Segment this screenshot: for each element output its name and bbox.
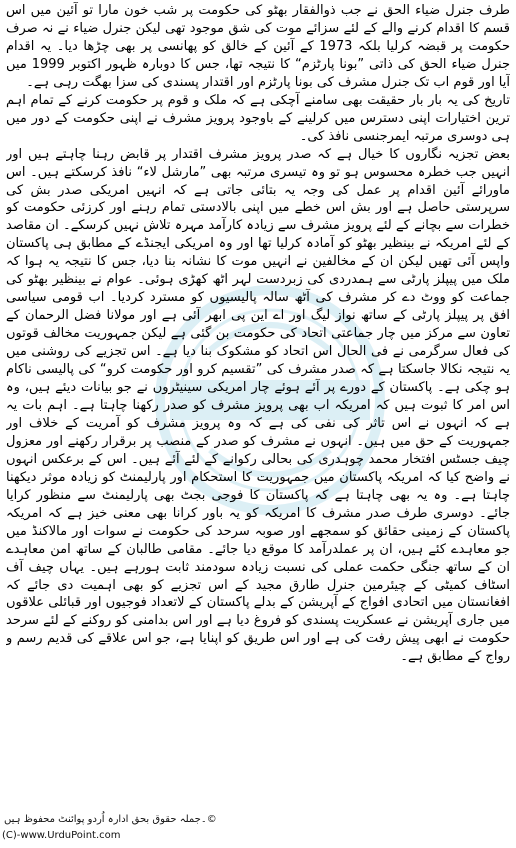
paragraph: تاریخ کی یہ بار بار حقیقت بھی سامنے آچکی ہے کہ ملک و قوم پر حکومت کرنے کے تمام اہم ترین اختیارات اپنی دسترس میں کرلینے کے باوجود پرویز مشرف نے اپنی حکومت کے دور میں ہی دوسری مرتبہ ایمرجنسی نافذ کی۔ <box>6 92 510 144</box>
site-credit-link[interactable]: (C)-www.UrduPoint.com <box>2 830 121 841</box>
article-body <box>6 2 510 810</box>
copyright-notice: ©۔جملہ حقوق بحق ادارہ اُردو پوائنٹ محفوظ ہیں <box>4 814 217 825</box>
paragraph: بعض تجزیہ نگاروں کا خیال ہے کہ صدر پرویز مشرف اقتدار پر قابض رہنا چاہتے ہیں اور انہیں جب خطرہ محسوس ہو تو وہ تیسری مرتبہ بھی ”مارشل لاء“ نافذ کرسکتے ہیں۔ اس ماورائے آئین اقدام پر عمل کی وجہ یہ بتائی جاتی ہے کہ انہیں امریکی صدر بش کی سرپرستی حاصل ہے اور بش اس خطے میں اپنی بالادستی تمام رہنے اور کرزئی حکومت کو خطرات سے بچانے کے لئے پرویز مشرف سے زیادہ کارآمد مہرہ تلاش نہیں کرسکے۔ ان مقاصد کے لئے امریکہ نے بینظیر بھٹو کو آمادہ کرلیا تھا اور وہ امریکی ایجنڈے کے مطابق ہی پاکستان واپس آئی تھیں لیکن ان کے مخالفین نے انہیں موت کا نشانہ بنا دیا، جس کا نتیجہ یہ ہوا کہ ملک میں پیپلز پارٹی سے ہمدردی کی زبردست لہر اٹھ کھڑی ہوئی۔ عوام نے بینظیر بھٹو کی جماعت کو ووٹ دے کر مشرف کی آٹھ سالہ پالیسیوں کو مسترد کردیا۔ اب قومی سیاسی افق پر پیپلز پارٹی کے ساتھ نواز لیگ اور اے این پی ابھر آئی ہے اور مولانا فضل الرحمان کے تعاون سے مرکز میں چار جماعتی اتحاد کی حکومت بن گئی ہے لیکن جمہوریت مخالف قوتوں کی فعال سرگرمی نے فی الحال اس اتحاد کو مشکوک بنا دیا ہے۔ اس تجزیے کی روشنی میں یہ نتیجہ نکالا جاسکتا ہے کہ صدر مشرف کی ”تقسیم کرو اور حکومت کرو“ کی پالیسی ناکام ہو چکی ہے۔ پاکستان کے دورے پر آئے ہوئے چار امریکی سینیٹروں نے جو بیانات دیئے ہیں، وہ اس امر کا ثبوت ہیں کہ امریکہ اب بھی پرویز مشرف کو صدر رکھنا چاہتا ہے۔ اہم بات یہ ہے کہ انہوں نے اس تاثر کی نفی کی ہے کہ وہ پرویز مشرف کو آمریت کے خلاف اور جمہوریت کے حق میں ہیں۔ انہوں نے مشرف کو صدر کے منصب پر برقرار رکھنے اور معزول چیف جسٹس افتخار محمد چوہدری کی بحالی رکوانے کے لئے آئے ہیں۔ اس کے برعکس انہوں نے واضح کیا کہ امریکہ پاکستان میں جمہوریت کا استحکام اور پارلیمنٹ کو زیادہ موثر دیکھنا چاہتا ہے۔ وہ یہ بھی چاہتا ہے کہ پاکستان کا فوجی بجٹ بھی پارلیمنٹ سے منظور کرایا جائے۔ دوسری طرف صدر مشرف کا امریکہ کو یہ باور کرانا بھی معنی خیز ہے کہ امریکہ پاکستان کے زمینی حقائق کو سمجھے اور صوبہ سرحد کی حکومت نے سوات اور مالاکنڈ میں جو معاہدے کئے ہیں، ان پر عملدرآمد کا موقع دیا جائے۔ مقامی طالبان کے ساتھ امن معاہدے ان کے ساتھ جنگی حکمت عملی کی نسبت زیادہ سودمند ثابت ہورہے ہیں۔ یہاں چیف آف اسٹاف کمیٹی کے چیئرمین جنرل طارق مجید کے اس تجزیے کو بھی اہمیت دی جائے کہ افغانستان میں اتحادی افواج کے آپریشن کے بدلے پاکستان کے لاتعداد فوجیوں اور قبائلی علاقوں میں جاری آپریشن نے عسکریت پسندی کو فروغ دیا ہے اور اس بدامنی کو روکنے کے لئے سرحد حکومت نے ابھی پیش رفت کی ہے اور اس طریق کو اپنایا ہے، جو اس علاقے کی قدیم رسم و رواج کے مطابق ہے۔ <box>6 146 510 665</box>
paragraph: طرف جنرل ضیاء الحق نے جب ذوالفقار بھٹو کی حکومت پر شب خون مارا تو آئین میں اس قسم کا اقدام کرنے والے کے لئے سزائے موت کی شق موجود تھی لیکن جنرل ضیاء نے نہ صرف حکومت پر قبضہ کرلیا بلکہ 1973 کے آئین کے خالق کو پھانسی پر بھی چڑھا دیا۔ یہ اقدام جنرل ضیاء الحق کی ذاتی ”بونا پارٹزم“ کا نتیجہ تھا، جس کا دوبارہ ظہور اکتوبر 1999 میں آیا اور قوم اب تک جنرل مشرف کی بونا پارٹزم اور اقتدار پسندی کی سزا بھگت رہی ہے۔ <box>6 3 510 90</box>
